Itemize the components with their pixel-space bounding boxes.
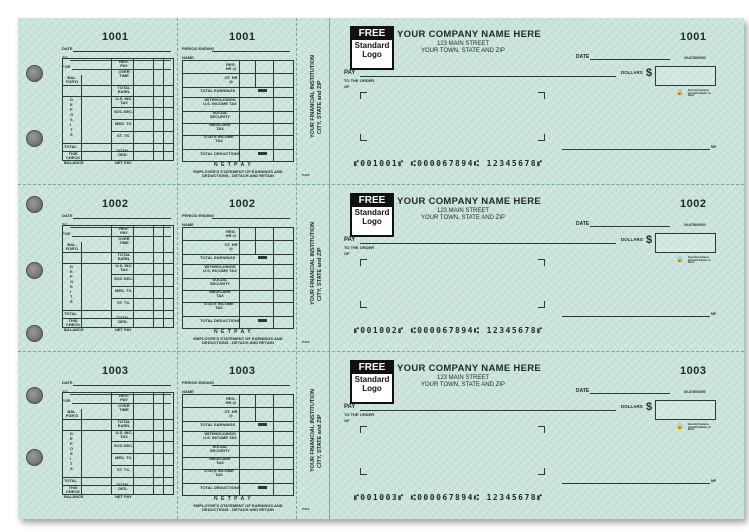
stub-check-number: 1002 — [102, 198, 129, 210]
address-bracket — [360, 426, 367, 433]
logo-logo: Logo — [362, 384, 382, 393]
state-income-label: STATE INCOME TAX — [204, 301, 234, 310]
statement-text: EMPLOYEE'S STATEMENT OF EARNINGS AND DEDUCTIONS - DETACH AND RETAIN — [193, 503, 283, 512]
total-label: TOTAL — [64, 144, 77, 149]
name-label: NAME — [182, 55, 194, 60]
date-line — [73, 385, 171, 386]
dollars-label: DOLLARS — [621, 404, 643, 409]
signature-line — [562, 149, 710, 150]
ot-hr-label: OT. HR @ — [224, 409, 238, 418]
signature-line — [562, 483, 710, 484]
of-label: OF — [344, 251, 350, 256]
st-tx-label: ST. TX. — [117, 467, 131, 472]
to-label: TO — [62, 222, 68, 227]
address-bracket — [360, 134, 367, 141]
stub-check-number: 1001 — [102, 31, 129, 43]
bank-name: YOUR FINANCIAL INSTITUTION — [310, 54, 316, 138]
earnings-grid — [182, 394, 294, 496]
ot-hr-label: OT. HR @ — [224, 242, 238, 251]
bal-fwd-label: BAL. FOR'D — [65, 75, 79, 84]
med-tx-label: MED. TX. — [115, 121, 133, 126]
date-label: DATE — [576, 221, 590, 227]
bank-name: YOUR FINANCIAL INSTITUTION — [310, 388, 316, 472]
st-tx-label: ST. TX. — [117, 133, 131, 138]
micr-line: ⑈001001⑈ ⑆000067894⑆ 12345678⑈ — [354, 159, 544, 168]
total-label: TOTAL — [64, 311, 77, 316]
this-check-label: THIS CHECK — [65, 485, 81, 494]
dollars-label: DOLLARS — [621, 237, 643, 242]
state-income-label: STATE INCOME TAX — [204, 134, 234, 143]
date-label: DATE — [576, 54, 590, 60]
soc-sec-label: SOC.SEC. — [114, 109, 134, 114]
statement-text: EMPLOYEE'S STATEMENT OF EARNINGS AND DEDUCTIONS - DETACH AND RETAIN — [193, 169, 283, 178]
net-pay-label: N E T P A Y — [214, 496, 252, 502]
deposits-label: D E P O S I T S — [70, 264, 74, 304]
statement-text: EMPLOYEE'S STATEMENT OF EARNINGS AND DEDUCTIONS - DETACH AND RETAIN — [193, 336, 283, 345]
earnings-grid — [182, 60, 294, 162]
amount-box[interactable] — [655, 66, 716, 86]
address-bracket — [538, 134, 545, 141]
date-line — [590, 393, 670, 394]
state-income-label: STATE INCOME TAX — [204, 468, 234, 477]
medicare-label: MEDICARE TAX — [209, 289, 231, 298]
name-label: NAME — [182, 389, 194, 394]
dollar-sign: $ — [646, 401, 653, 413]
check-number: 1001 — [680, 31, 707, 43]
logo-text — [352, 208, 392, 226]
date-label: DATE — [62, 380, 73, 385]
withholding-label: WITHHOLDINGS U.S. INCOME TAX — [203, 431, 237, 440]
logo-standard: Standard — [354, 208, 390, 217]
to-the-order-label: TO THE ORDER — [344, 245, 375, 250]
address-bracket — [538, 426, 545, 433]
pay-line — [360, 243, 616, 244]
balance-label: BALANCE — [64, 327, 84, 332]
st-tx-label: ST. TX. — [117, 300, 131, 305]
company-name: YOUR COMPANY NAME HERE — [397, 363, 542, 374]
net-pay-label: NET PAY — [115, 494, 132, 499]
social-security-label: SOCIAL SECURITY — [209, 110, 231, 119]
date-label: DATE — [62, 46, 73, 51]
check-row — [18, 18, 744, 185]
company-city: YOUR TOWN, STATE AND ZIP — [421, 215, 505, 221]
for-label: FOR — [62, 398, 71, 403]
date-label: DATE — [62, 213, 73, 218]
deposits-label: D E P O S I T S — [70, 431, 74, 471]
stub2-check-number: 1002 — [229, 198, 256, 210]
medicare-label: MEDICARE TAX — [209, 456, 231, 465]
arrow-icon — [258, 152, 267, 155]
check-row — [18, 352, 744, 519]
social-security-label: SOCIAL SECURITY — [209, 277, 231, 286]
bank-city: CITY, STATE and ZIP — [317, 414, 323, 468]
total-deductions-label: TOTAL DEDUCTIONS — [200, 318, 241, 323]
dollar-sign: $ — [646, 234, 653, 246]
logo-text — [352, 41, 392, 59]
address-bracket — [538, 92, 545, 99]
us-inc-tax-label: U.S. INC. TAX — [115, 430, 133, 439]
arrow-icon — [258, 423, 267, 426]
period-ending-label: PERIOD ENDING — [182, 380, 215, 385]
date-line — [590, 226, 670, 227]
company-street: 123 MAIN STREET — [437, 41, 490, 47]
arrow-icon — [258, 319, 267, 322]
for-label: FOR — [62, 231, 71, 236]
logo-logo: Logo — [362, 217, 382, 226]
total-earn-label: TOTAL EARN. — [117, 252, 131, 261]
over-time-label: OVER TIME — [118, 69, 130, 78]
reg-hr-label: REG. HR @ — [225, 396, 237, 405]
period-line — [212, 385, 290, 386]
total-label: TOTAL — [64, 478, 77, 483]
deposits-label: D E P O S I T S — [70, 97, 74, 137]
period-ending-label: PERIOD ENDING — [182, 46, 215, 51]
total-ded-label: TOTAL DED. — [116, 482, 130, 491]
balance-label: BALANCE — [64, 494, 84, 499]
med-tx-label: MED. TX. — [115, 455, 133, 460]
period-line — [212, 51, 290, 52]
reg-pay-label: REG. PAY — [119, 226, 129, 235]
bal-fwd-label: BAL. FOR'D — [65, 242, 79, 251]
medicare-label: MEDICARE TAX — [209, 122, 231, 131]
balance-label: BALANCE — [64, 160, 84, 165]
total-earnings-label: TOTAL EARNINGS — [200, 422, 236, 427]
free-logo — [350, 360, 394, 404]
address-bracket — [360, 259, 367, 266]
bank-city: CITY, STATE and ZIP — [317, 247, 323, 301]
address-bracket — [360, 468, 367, 475]
over-time-label: OVER TIME — [118, 403, 130, 412]
withholding-label: WITHHOLDINGS U.S. INCOME TAX — [203, 264, 237, 273]
check-row — [18, 185, 744, 352]
over-time-label: OVER TIME — [118, 236, 130, 245]
logo-standard: Standard — [354, 41, 390, 50]
micr-line: ⑈001003⑈ ⑆000067894⑆ 12345678⑈ — [354, 493, 544, 502]
this-check-label: THIS CHECK — [65, 151, 81, 160]
total-ded-label: TOTAL DED. — [116, 148, 130, 157]
reg-hr-label: REG. HR @ — [225, 229, 237, 238]
check-number: 1003 — [680, 365, 707, 377]
lock-icon: 🔒 — [676, 424, 684, 430]
company-city: YOUR TOWN, STATE AND ZIP — [421, 382, 505, 388]
period-line — [212, 218, 290, 219]
company-city: YOUR TOWN, STATE AND ZIP — [421, 48, 505, 54]
date-label: DATE — [576, 388, 590, 394]
total-earnings-label: TOTAL EARNINGS — [200, 88, 236, 93]
logo-logo: Logo — [362, 50, 382, 59]
total-earn-label: TOTAL EARN. — [117, 419, 131, 428]
withholding-label: WITHHOLDINGS U.S. INCOME TAX — [203, 97, 237, 106]
pay-line — [360, 410, 616, 411]
med-tx-label: MED. TX. — [115, 288, 133, 293]
amount-box[interactable] — [655, 400, 716, 420]
soc-sec-label: SOC.SEC. — [114, 276, 134, 281]
amount-box[interactable] — [655, 233, 716, 253]
pay-label: PAY — [344, 404, 356, 410]
us-inc-tax-label: U.S. INC. TAX — [115, 263, 133, 272]
reg-pay-label: REG. PAY — [119, 393, 129, 402]
social-security-label: SOCIAL SECURITY — [209, 444, 231, 453]
pay-line — [360, 76, 616, 77]
lock-icon: 🔒 — [676, 257, 684, 263]
check-number: 1002 — [680, 198, 707, 210]
date-line — [73, 218, 171, 219]
reg-hr-label: REG. HR @ — [225, 62, 237, 71]
dollars-label: DOLLARS — [621, 70, 643, 75]
form-code: P4V3 — [302, 340, 310, 344]
total-deductions-label: TOTAL DEDUCTIONS — [200, 151, 241, 156]
form-code: P4V3 — [302, 507, 310, 511]
to-label: TO — [62, 389, 68, 394]
logo-standard: Standard — [354, 375, 390, 384]
of-label: OF — [344, 84, 350, 89]
logo-free: FREE — [352, 28, 392, 40]
bank-name: YOUR FINANCIAL INSTITUTION — [310, 221, 316, 305]
bal-fwd-label: BAL. FOR'D — [65, 409, 79, 418]
company-name: YOUR COMPANY NAME HERE — [397, 196, 542, 207]
total-deductions-label: TOTAL DEDUCTIONS — [200, 485, 241, 490]
date-line — [590, 59, 670, 60]
company-street: 123 MAIN STREET — [437, 208, 490, 214]
signature-line — [562, 316, 710, 317]
total-earn-label: TOTAL EARN. — [117, 85, 131, 94]
this-check-label: THIS CHECK — [65, 318, 81, 327]
reg-pay-label: REG. PAY — [119, 59, 129, 68]
free-logo — [350, 26, 394, 70]
logo-text — [352, 375, 392, 393]
address-bracket — [538, 259, 545, 266]
ot-hr-label: OT. HR @ — [224, 75, 238, 84]
security-note: Security Features Included Details on Back — [688, 423, 711, 431]
earnings-grid — [182, 227, 294, 329]
mp-mark: MP — [711, 479, 717, 483]
mp-mark: MP — [711, 145, 717, 149]
logo-free: FREE — [352, 362, 392, 374]
dollar-sign: $ — [646, 67, 653, 79]
us-inc-tax-label: U.S. INC. TAX — [115, 96, 133, 105]
net-pay-label: N E T P A Y — [214, 162, 252, 168]
stub2-check-number: 1003 — [229, 365, 256, 377]
free-logo — [350, 193, 394, 237]
lock-icon: 🔒 — [676, 90, 684, 96]
to-the-order-label: TO THE ORDER — [344, 412, 375, 417]
total-ded-label: TOTAL DED. — [116, 315, 130, 324]
of-label: OF — [344, 418, 350, 423]
mp-mark: MP — [711, 312, 717, 316]
to-the-order-label: TO THE ORDER — [344, 78, 375, 83]
net-pay-label: NET PAY — [115, 327, 132, 332]
soc-sec-label: SOC.SEC. — [114, 443, 134, 448]
arrow-icon — [258, 256, 267, 259]
routing-fraction: 00-6789/0000 — [684, 56, 706, 60]
address-bracket — [538, 468, 545, 475]
total-earnings-label: TOTAL EARNINGS — [200, 255, 236, 260]
routing-fraction: 00-6789/0000 — [684, 390, 706, 394]
stub2-check-number: 1001 — [229, 31, 256, 43]
stub-check-number: 1003 — [102, 365, 129, 377]
company-street: 123 MAIN STREET — [437, 375, 490, 381]
address-bracket — [360, 301, 367, 308]
for-label: FOR — [62, 64, 71, 69]
to-label: TO — [62, 55, 68, 60]
routing-fraction: 00-6789/0000 — [684, 223, 706, 227]
pay-label: PAY — [344, 70, 356, 76]
logo-free: FREE — [352, 195, 392, 207]
form-code: P4V3 — [302, 173, 310, 177]
security-note: Security Features Included Details on Back — [688, 89, 711, 97]
security-note: Security Features Included Details on Back — [688, 256, 711, 264]
address-bracket — [538, 301, 545, 308]
net-pay-label: NET PAY — [115, 160, 132, 165]
company-name: YOUR COMPANY NAME HERE — [397, 29, 542, 40]
arrow-icon — [258, 89, 267, 92]
net-pay-label: N E T P A Y — [214, 329, 252, 335]
micr-line: ⑈001002⑈ ⑆000067894⑆ 12345678⑈ — [354, 326, 544, 335]
period-ending-label: PERIOD ENDING — [182, 213, 215, 218]
address-bracket — [360, 92, 367, 99]
bank-city: CITY, STATE and ZIP — [317, 80, 323, 134]
arrow-icon — [258, 486, 267, 489]
pay-label: PAY — [344, 237, 356, 243]
date-line — [73, 51, 171, 52]
check-sheet — [18, 18, 744, 519]
name-label: NAME — [182, 222, 194, 227]
